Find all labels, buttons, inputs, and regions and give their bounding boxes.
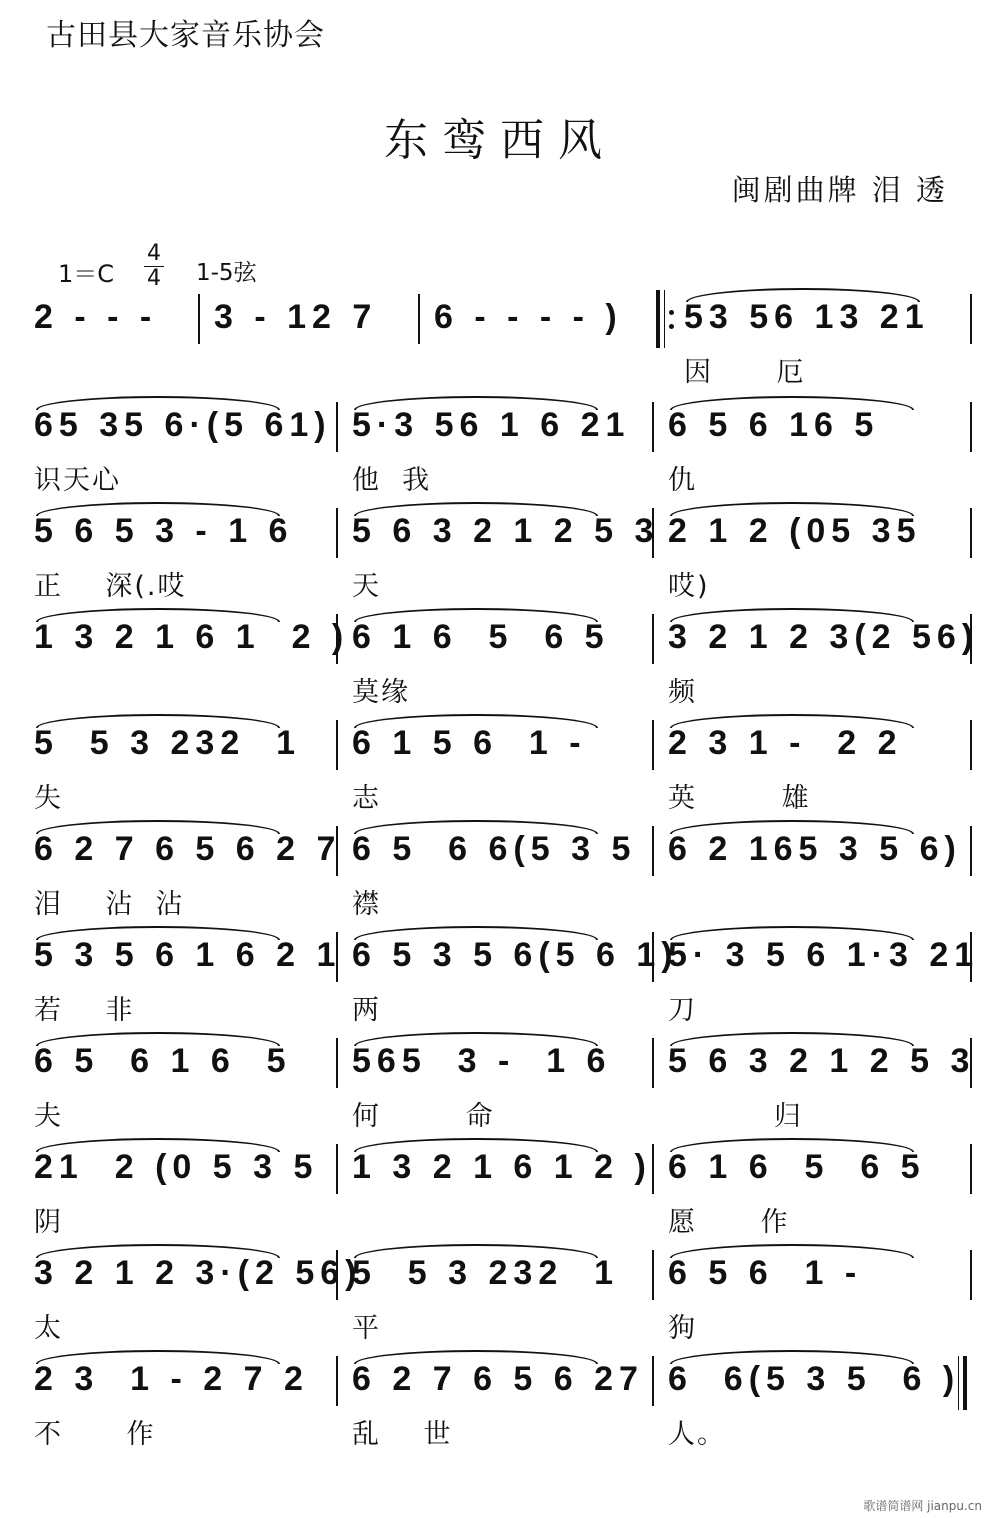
- measure: [662, 608, 980, 714]
- score-row: [28, 1350, 978, 1456]
- lyrics: 英 雄: [668, 783, 811, 814]
- notes: 1 3 2 1 6 1 2 ): [34, 618, 350, 656]
- score-row: [28, 502, 978, 608]
- notes: 6 - - - - ): [434, 298, 623, 336]
- measure: [28, 1350, 328, 1456]
- notes: 5·3 56 1 6 21: [352, 406, 631, 444]
- lyrics: 平: [352, 1313, 381, 1344]
- bar-line: [970, 402, 972, 452]
- bar-line: [652, 1356, 654, 1406]
- lyrics: 狗: [668, 1313, 697, 1344]
- bar-line: [336, 508, 338, 558]
- notes: 6 5 3 5 6(5 6 1): [352, 936, 679, 974]
- score-row: [28, 608, 978, 714]
- measure: [28, 1244, 363, 1350]
- score-row: [28, 1244, 978, 1350]
- notes: 2 3 1 - 2 7 2: [34, 1360, 309, 1398]
- notes: 6 1 6 5 6 5: [668, 1148, 926, 1186]
- measure: [662, 926, 980, 1032]
- notes: 65 35 6·(5 61): [34, 406, 332, 444]
- notes: 53 56 13 21: [684, 298, 930, 336]
- notes: 3 2 1 2 3·(2 56): [34, 1254, 363, 1292]
- measure: [662, 1350, 962, 1456]
- bar-line: [336, 1356, 338, 1406]
- notes: 3 - 12 7: [214, 298, 378, 336]
- measure: [346, 820, 646, 926]
- notes: 5 5 3 232 1: [34, 724, 302, 762]
- bar-line: [336, 614, 338, 664]
- measure: [662, 1138, 962, 1244]
- notes: 6 5 6 6(5 3 5: [352, 830, 637, 868]
- measure: [28, 1138, 328, 1244]
- organization-name: 古田县大家音乐协会: [46, 18, 325, 53]
- lyrics: 襟: [352, 889, 381, 920]
- measure: [208, 288, 418, 394]
- measure: [346, 1138, 652, 1244]
- measure: [346, 1244, 646, 1350]
- notes: 3 2 1 2 3(2 56): [668, 618, 980, 656]
- composer-credit: 闽剧曲牌 泪 透: [731, 173, 948, 207]
- notes: 5 6 3 2 1 2 5 3: [352, 512, 660, 550]
- score-row: [28, 1138, 978, 1244]
- lyrics: 正 深(.哎: [34, 571, 187, 602]
- measure: [28, 396, 332, 502]
- bar-line: [652, 614, 654, 664]
- measure: [28, 502, 328, 608]
- notes: 6 2 7 6 5 6 27: [352, 1360, 644, 1398]
- score-row: [28, 714, 978, 820]
- lyrics: 阴: [34, 1207, 63, 1238]
- notes: 6 1 5 6 1 -: [352, 724, 587, 762]
- lyrics: 频: [668, 677, 697, 708]
- bar-line: [970, 932, 972, 982]
- time-denominator: 4: [144, 266, 164, 291]
- notes: 21 2 (0 5 3 5: [34, 1148, 319, 1186]
- bar-line: [652, 1038, 654, 1088]
- bar-line: [652, 1144, 654, 1194]
- bar-line: [418, 294, 420, 344]
- bar-line: [652, 402, 654, 452]
- bar-line: [970, 826, 972, 876]
- time-signature: [144, 242, 164, 291]
- bar-line: [336, 826, 338, 876]
- score-row: [28, 288, 978, 394]
- notes: 2 3 1 - 2 2: [668, 724, 903, 762]
- measure: [428, 288, 658, 394]
- notes: 6 2 165 3 5 6): [668, 830, 962, 868]
- measure: [346, 1032, 646, 1138]
- measure: [28, 1032, 328, 1138]
- lyrics: 天: [352, 571, 381, 602]
- bar-line: [970, 1250, 972, 1300]
- song-title: 东鸾西风: [384, 115, 616, 166]
- lyrics: 哎): [668, 571, 710, 602]
- lyrics: 他 我: [352, 465, 432, 496]
- lyrics: 人。: [668, 1419, 726, 1450]
- lyrics: 乱 世: [352, 1419, 453, 1450]
- measure: [662, 396, 962, 502]
- time-numerator: 4: [147, 241, 161, 266]
- lyrics: 两: [352, 995, 381, 1026]
- notes: 2 1 2 (05 35: [668, 512, 922, 550]
- lyrics: 失: [34, 783, 63, 814]
- lyrics: 太: [34, 1313, 63, 1344]
- measure: [346, 1350, 646, 1456]
- score-row: [28, 1032, 978, 1138]
- measure: [346, 714, 646, 820]
- bar-line: [970, 294, 972, 344]
- bar-line: [336, 720, 338, 770]
- notes: 6 2 7 6 5 6 2 7: [34, 830, 342, 868]
- bar-line: [652, 508, 654, 558]
- measure: [678, 288, 968, 394]
- notes: 1 3 2 1 6 1 2 ): [352, 1148, 652, 1186]
- measure: [662, 820, 962, 926]
- final-barline: [958, 1356, 968, 1410]
- lyrics: 仇: [668, 465, 697, 496]
- measure: [28, 288, 198, 394]
- measure: [662, 502, 962, 608]
- bar-line: [970, 508, 972, 558]
- bar-line: [970, 720, 972, 770]
- watermark: 歌谱简谱网 jianpu.cn: [863, 1499, 982, 1513]
- score-row: [28, 820, 978, 926]
- lyrics: 莫缘: [352, 677, 410, 708]
- bar-line: [970, 1144, 972, 1194]
- measure: [28, 926, 342, 1032]
- notes: 5· 3 5 6 1·3 21: [668, 936, 980, 974]
- lyrics: 愿 作: [668, 1207, 790, 1238]
- lyrics: 因 厄: [684, 357, 806, 388]
- bar-line: [970, 614, 972, 664]
- measure: [662, 1032, 976, 1138]
- lyrics: 归: [668, 1101, 803, 1132]
- notes: 6 5 6 16 5: [668, 406, 880, 444]
- notes: 6 5 6 1 6 5: [34, 1042, 292, 1080]
- string-tuning: 1-5弦: [196, 260, 257, 286]
- bar-line: [336, 1038, 338, 1088]
- measure: [28, 608, 350, 714]
- notes: 5 6 5 3 - 1 6: [34, 512, 294, 550]
- measure: [28, 714, 328, 820]
- notes: 5 5 3 232 1: [352, 1254, 620, 1292]
- notes: 2 - - -: [34, 298, 158, 336]
- lyrics: 识天心: [34, 465, 121, 496]
- notes: 5 3 5 6 1 6 2 1: [34, 936, 342, 974]
- key-signature: 1＝C: [58, 260, 115, 288]
- bar-line: [198, 294, 200, 344]
- notes: 5 6 3 2 1 2 5 3: [668, 1042, 976, 1080]
- bar-line: [336, 1144, 338, 1194]
- notes: 565 3 - 1 6: [352, 1042, 612, 1080]
- measure: [346, 608, 646, 714]
- repeat-start-sign: [656, 290, 674, 350]
- notes: 6 5 6 1 -: [668, 1254, 863, 1292]
- bar-line: [652, 720, 654, 770]
- lyrics: 泪 沾 沾: [34, 889, 185, 920]
- bar-line: [652, 932, 654, 982]
- measure: [346, 926, 679, 1032]
- notes: 6 6(5 3 5 6 ): [668, 1360, 961, 1398]
- lyrics: 志: [352, 783, 381, 814]
- bar-line: [336, 402, 338, 452]
- lyrics: 何 命: [352, 1101, 495, 1132]
- lyrics: 若 非: [34, 995, 135, 1026]
- measure: [346, 502, 660, 608]
- measure: [28, 820, 342, 926]
- measure: [662, 714, 962, 820]
- lyrics: 夫: [34, 1101, 63, 1132]
- bar-line: [652, 1250, 654, 1300]
- score-row: [28, 396, 978, 502]
- measure: [346, 396, 646, 502]
- bar-line: [336, 932, 338, 982]
- lyrics: 刀: [668, 995, 697, 1026]
- bar-line: [336, 1250, 338, 1300]
- lyrics: 不 作: [34, 1419, 156, 1450]
- score-row: [28, 926, 978, 1032]
- bar-line: [970, 1038, 972, 1088]
- bar-line: [652, 826, 654, 876]
- measure: [662, 1244, 962, 1350]
- notes: 6 1 6 5 6 5: [352, 618, 610, 656]
